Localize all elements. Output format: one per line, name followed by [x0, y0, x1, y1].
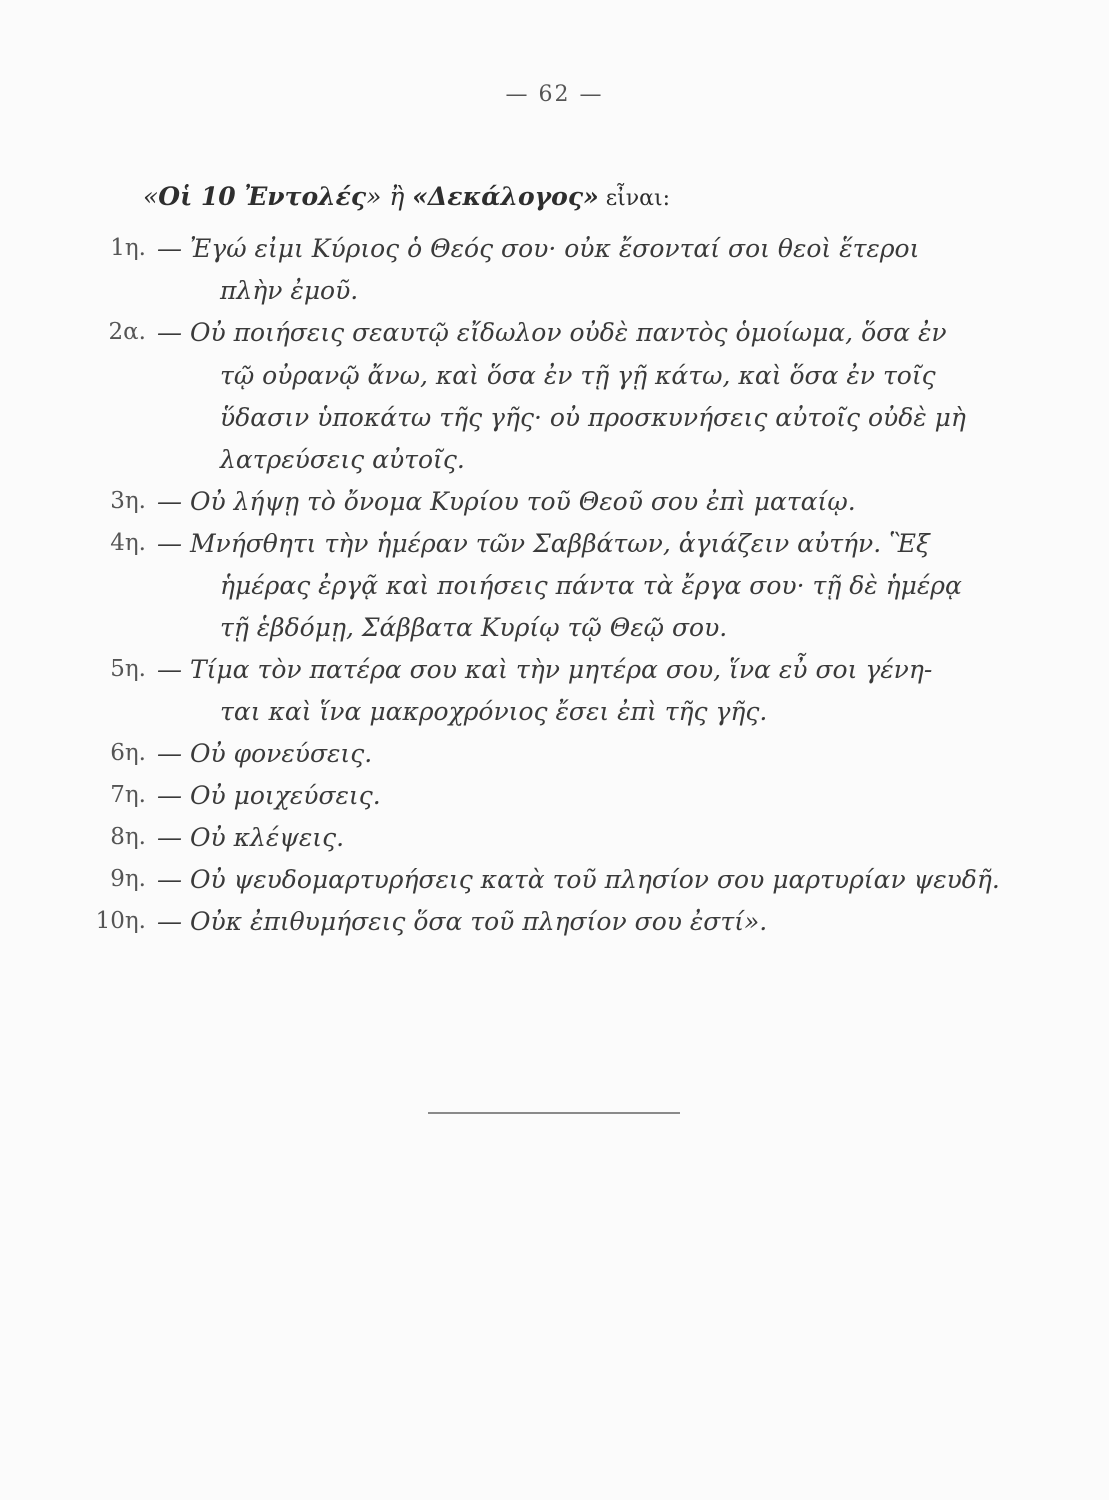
commandment-text: — Μνήσθητι τὴν ἡμέραν τῶν Σαββάτων, ἁγιάζειν αὐτήν. Ἓξ — [157, 529, 930, 558]
page-number: — 62 — — [505, 82, 604, 107]
commandment-number: 7η. — [110, 782, 146, 808]
heading-suffix: εἶναι: — [598, 186, 671, 211]
commandment-number: 10η. — [95, 908, 146, 934]
heading-quote-open: « — [143, 182, 159, 211]
commandment-text-continuation: ται καὶ ἵνα μακροχρόνιος ἔσει ἐπὶ τῆς γῆς. — [220, 697, 768, 726]
commandment-text: — Οὐ φονεύσεις. — [157, 739, 373, 768]
commandment-number: 8η. — [110, 824, 146, 850]
commandment-number: 2α. — [108, 319, 146, 345]
heading-alt-title: «Δεκάλογος» — [412, 182, 599, 211]
heading-or: ἢ — [381, 182, 413, 211]
commandment-text-continuation: ἡμέρας ἐργᾷ καὶ ποιήσεις πάντα τὰ ἔργα σου· τῇ δὲ ἡμέρᾳ — [220, 571, 962, 600]
commandment-text-continuation: ὕδασιν ὑποκάτω τῆς γῆς· οὐ προσκυνήσεις αὐτοῖς οὐδὲ μὴ — [220, 403, 966, 432]
commandment-number: 6η. — [110, 740, 146, 766]
commandment-text-continuation: τῷ οὐρανῷ ἄνω, καὶ ὅσα ἐν τῇ γῇ κάτω, καὶ ὅσα ἐν τοῖς — [220, 361, 936, 390]
commandment-text: — Τίμα τὸν πατέρα σου καὶ τὴν μητέρα σου, ἵνα εὖ σοι γένη- — [157, 655, 933, 684]
commandment-text: — Οὐ κλέψεις. — [157, 823, 345, 852]
commandment-text: — Οὐκ ἐπιθυμήσεις ὅσα τοῦ πλησίον σου ἐστί». — [157, 907, 768, 936]
commandment-number: 1η. — [110, 235, 146, 261]
commandment-text-continuation: λατρεύσεις αὐτοῖς. — [220, 445, 465, 474]
commandment-number: 9η. — [110, 866, 146, 892]
commandment-text: — Οὐ μοιχεύσεις. — [157, 781, 381, 810]
heading-quote-close: » — [366, 182, 382, 211]
commandment-number: 5η. — [110, 656, 146, 682]
commandment-text: — Οὐ ποιήσεις σεαυτῷ εἴδωλον οὐδὲ παντὸς ὁμοίωμα, ὅσα ἐν — [157, 318, 947, 347]
commandment-text-continuation: πλὴν ἐμοῦ. — [220, 276, 359, 305]
commandment-text: — Ἐγώ εἰμι Κύριος ὁ Θεός σου· οὐκ ἔσονταί σοι θεοὶ ἕτεροι — [157, 234, 920, 263]
commandment-text: — Οὐ λήψῃ τὸ ὄνομα Κυρίου τοῦ Θεοῦ σου ἐπὶ ματαίῳ. — [157, 487, 856, 516]
heading-title: Οἱ 10 Ἐντολές — [158, 182, 367, 211]
section-divider — [428, 1112, 680, 1114]
commandment-text-continuation: τῇ ἑβδόμῃ, Σάββατα Κυρίῳ τῷ Θεῷ σου. — [220, 613, 728, 642]
commandment-number: 4η. — [110, 530, 146, 556]
commandment-text: — Οὐ ψευδομαρτυρήσεις κατὰ τοῦ πλησίον σου μαρτυρίαν ψευδῆ. — [157, 865, 1000, 894]
section-heading — [143, 182, 670, 211]
commandment-number: 3η. — [110, 488, 146, 514]
